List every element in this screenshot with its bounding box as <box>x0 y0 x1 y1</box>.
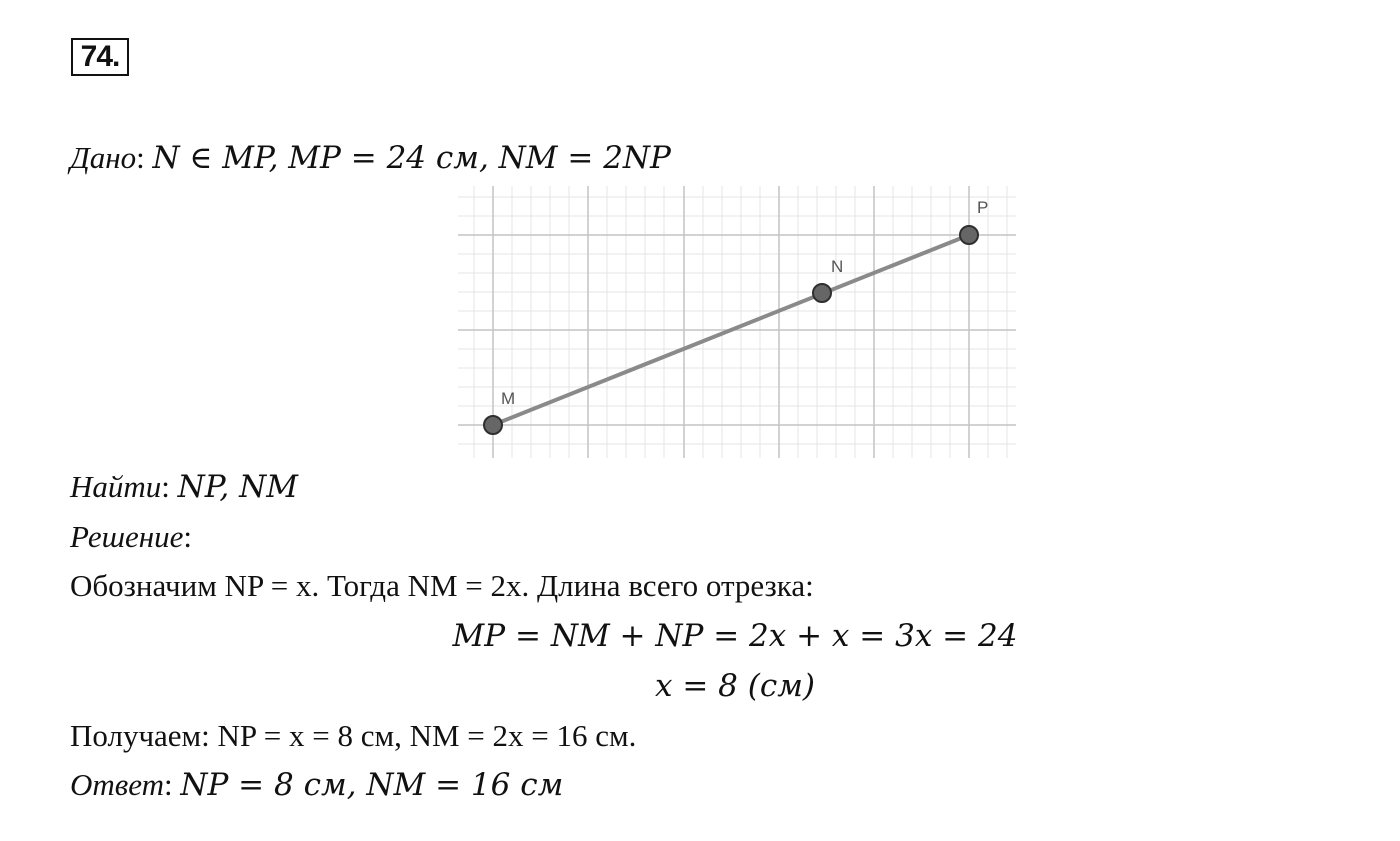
solution-result: Получаем: NP = x = 8 см, NM = 2x = 16 см. <box>70 718 637 753</box>
point-m <box>484 416 502 434</box>
given-line <box>70 138 671 178</box>
segment-figure <box>458 186 1016 458</box>
label-n: N <box>831 257 844 276</box>
find-statement: NP, NM <box>177 469 298 505</box>
answer-statement: NP = 8 см, NM = 16 см <box>180 767 564 803</box>
solution-label: Решение <box>70 519 184 554</box>
point-p <box>960 226 978 244</box>
given-label: Дано <box>70 140 137 175</box>
equation-2: x = 8 (см) <box>655 668 815 704</box>
point-n <box>813 284 831 302</box>
find-line <box>70 467 298 507</box>
equation-1: MP = NM + NP = 2x + x = 3x = 24 <box>452 618 1018 654</box>
answer-label: Ответ <box>70 767 164 802</box>
grid-major <box>458 186 1016 458</box>
solution-colon: : <box>183 519 192 554</box>
find-label: Найти <box>70 469 162 504</box>
solution-heading <box>70 517 192 557</box>
answer-colon: : <box>163 767 173 802</box>
given-statement: N ∈ MP, MP = 24 см, NM = 2NP <box>152 140 671 176</box>
find-colon: : <box>161 469 170 504</box>
label-m: M <box>501 389 516 408</box>
label-p: P <box>977 198 989 217</box>
answer-line <box>70 765 563 805</box>
grid-minor <box>458 186 1016 458</box>
problem-number: 74. <box>71 38 129 76</box>
solution-intro: Обозначим NP = x. Тогда NM = 2x. Длина всего отрезка: <box>70 568 814 603</box>
given-colon: : <box>136 140 145 175</box>
